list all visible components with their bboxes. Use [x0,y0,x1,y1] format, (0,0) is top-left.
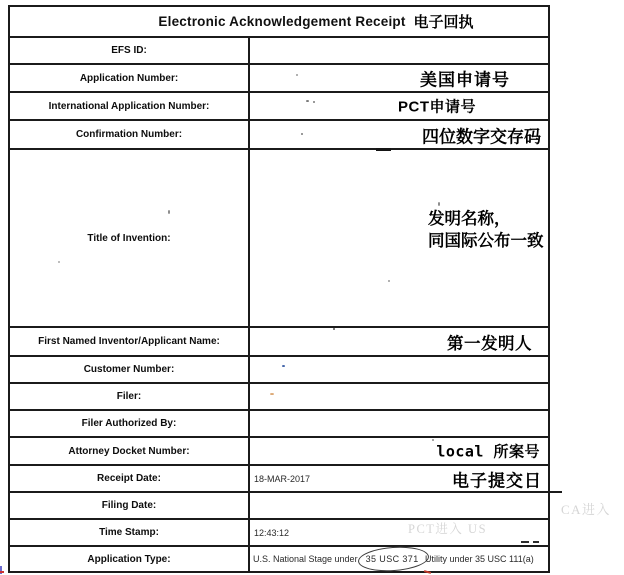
artifact-speck [296,74,298,76]
artifact-speck [306,100,309,102]
time-stamp-value: 12:43:12 [254,527,290,538]
table-line-overrun [549,491,562,493]
artifact-dash [521,541,529,543]
row-label: Filer Authorized By: [10,411,250,436]
row-filer [10,384,548,411]
row-label: Attorney Docket Number: [10,438,250,464]
hand-drawn-circle [357,545,430,574]
row-label: Application Number: [10,65,250,91]
row-value-cell [250,328,548,355]
ghost-text-time-stamp: PCT进入 US [408,522,488,536]
annotation-line-1: 发明名称， [428,210,511,228]
artifact-speck [333,328,335,330]
confirmation-number-annotation: 四位数字交存码 [422,127,541,146]
row-value-cell [250,466,548,491]
row-filing-date [10,493,548,520]
international-application-number-annotation: PCT申请号 [398,98,477,116]
first-named-inventor-annotation: 第一发明人 [447,334,532,353]
application-number-annotation: 美国申请号 [420,70,510,90]
receipt-date-value: 18-MAR-2017 [254,473,311,484]
row-customer-number [10,357,548,384]
application-type-circled-value: 35 USC 371 [361,554,424,564]
row-label: Filing Date: [10,493,250,518]
row-confirmation-number [10,121,548,150]
row-efs-id [10,38,548,65]
row-label: Application Type: [10,547,250,571]
row-value-cell [250,520,548,545]
row-label: Confirmation Number: [10,121,250,148]
row-label: First Named Inventor/Applicant Name: [10,328,250,355]
artifact-speck [58,261,60,263]
row-value-cell [250,384,548,409]
row-value-cell [250,93,548,119]
title-of-invention-annotation [428,208,544,252]
artifact-speck [388,280,390,282]
row-value-cell [250,357,548,382]
row-label: Time Stamp: [10,520,250,545]
row-first-named-inventor [10,328,548,357]
row-value-cell [250,38,548,63]
row-title-of-invention [10,150,548,328]
row-value-cell [250,65,548,91]
edge-red-mark [0,571,4,573]
row-international-application-number [10,93,548,121]
row-value-cell [250,150,548,326]
attorney-docket-annotation: local 所案号 [436,442,540,461]
receipt-date-annotation: 电子提交日 [452,471,542,490]
row-value-cell [250,411,548,436]
row-value-cell [250,438,548,464]
artifact-speck [168,210,170,214]
ghost-text-right-margin: CA进入 [561,502,612,517]
row-receipt-date [10,466,548,493]
row-application-type [10,547,548,571]
row-value-cell [250,547,548,571]
receipt-title: Electronic Acknowledgement Receipt [158,14,406,29]
table-header-row [10,7,548,38]
artifact-speck [432,439,434,441]
annotation-line-2: 同国际公布一致 [428,232,544,250]
row-label: Filer: [10,384,250,409]
artifact-speck [282,365,285,367]
artifact-dash [376,148,391,151]
row-label: Title of Invention: [10,150,250,326]
application-type-secondary-value: Utility under 35 USC 111(a) [425,554,534,564]
receipt-title-annotation: 电子回执 [413,14,474,31]
artifact-speck [438,202,440,206]
row-attorney-docket-number [10,438,548,466]
row-value-cell [250,493,548,518]
artifact-dash [533,541,539,543]
row-label: EFS ID: [10,38,250,63]
receipt-table [8,5,550,573]
artifact-speck [301,133,303,135]
artifact-speck [313,101,315,103]
red-pen-mark [424,570,431,574]
row-filer-authorized-by [10,411,548,438]
row-label: International Application Number: [10,93,250,119]
row-label: Receipt Date: [10,466,250,491]
artifact-speck [270,393,274,395]
row-label: Customer Number: [10,357,250,382]
row-application-number [10,65,548,93]
application-type-value: U.S. National Stage under [253,554,358,564]
row-value-cell [250,121,548,148]
